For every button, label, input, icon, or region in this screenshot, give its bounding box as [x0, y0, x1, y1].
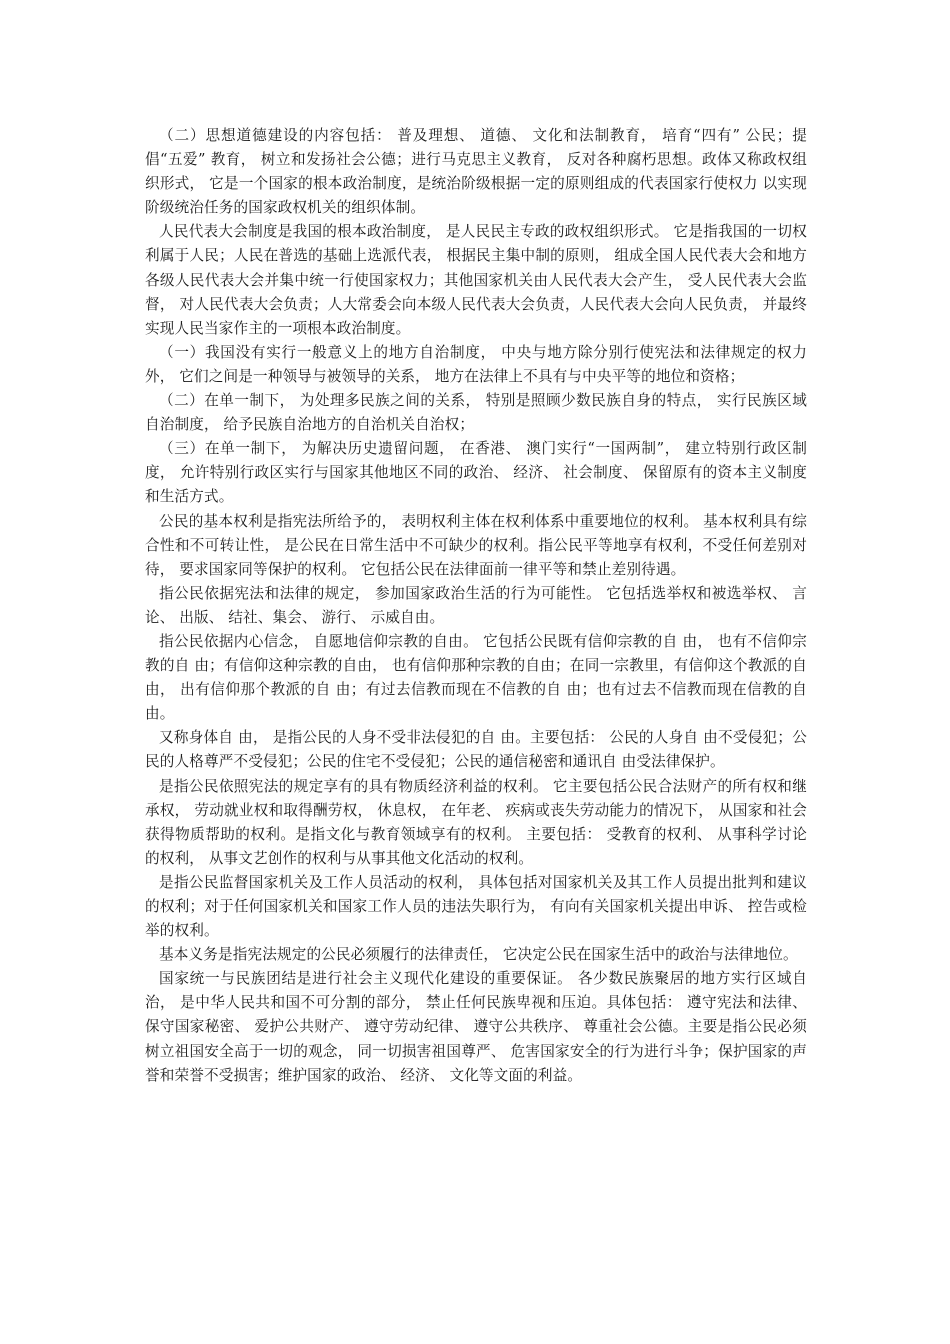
document-body	[145, 124, 807, 1088]
paragraph-local-system-2: （二）在单一制下， 为处理多民族之间的关系， 特别是照顾少数民族自身的特点， 实行民族区域自治制度， 给予民族自治地方的自治机关自治权；	[145, 392, 807, 434]
paragraph-supervision-rights: 是指公民监督国家机关及工作人员活动的权利， 具体包括对国家机关及其工作人员提出批判和建议的权利；对于任何国家机关和国家工作人员的违法失职行为， 有向有关国家机关提出申诉、 控告或检举的权利。	[145, 873, 807, 940]
paragraph-economic-cultural-rights: 是指公民依照宪法的规定享有的具有物质经济利益的权利。 它主要包括公民合法财产的所有权和继承权， 劳动就业权和取得酬劳权， 休息权， 在年老、 疾病或丧失劳动能力的情况下， 从国家和社会获得物质帮助的权利。是指文化与教育领域享有的权利。 主要包括： 受教育的权利、 从事科学讨论的权利， 从事文艺创作的权利与从事其他文化活动的权利。	[145, 777, 807, 867]
paragraph-ideology-education: （二）思想道德建设的内容包括： 普及理想、 道德、 文化和法制教育， 培育“四有” 公民；提倡“五爱” 教育， 树立和发扬社会公德；进行马克思主义教育， 反对各种腐朽思想。政体又称政权组织形式， 它是一个国家的根本政治制度，是统治阶级根据一定的原则组成的代表国家行使权力 以实现阶级统治任务的国家政权机关的组织体制。	[145, 127, 807, 217]
paragraph-personal-freedom: 又称身体自 由， 是指公民的人身不受非法侵犯的自 由。主要包括： 公民的人身自 由不受侵犯；公民的人格尊严不受侵犯；公民的住宅不受侵犯；公民的通信秘密和通讯自 由受法律保护。	[145, 729, 807, 771]
paragraph-local-system-1: （一）我国没有实行一般意义上的地方自治制度， 中央与地方除分别行使宪法和法律规定的权力外， 它们之间是一种领导与被领导的关系， 地方在法律上不具有与中央平等的地位和资格；	[145, 343, 807, 385]
paragraph-political-rights: 指公民依据宪法和法律的规定， 参加国家政治生活的行为可能性。 它包括选举权和被选举权、 言论、 出版、 结社、集会、 游行、 示威自由。	[145, 584, 807, 626]
paragraph-npc-system: 人民代表大会制度是我国的根本政治制度， 是人民民主专政的政权组织形式。 它是指我国的一切权利属于人民；人民在普选的基础上选派代表， 根据民主集中制的原则， 组成全国人民代表大会和地方各级人民代表大会并集中统一行使国家权力；其他国家机关由人民代表大会产生， 受人民代表大会监督， 对人民代表大会负责；人大常委会向本级人民代表大会负责，人民代表大会向人民负责， 并最终实现人民当家作主的一项根本政治制度。	[145, 223, 807, 337]
paragraph-religious-freedom: 指公民依据内心信念， 自愿地信仰宗教的自由。 它包括公民既有信仰宗教的自 由， 也有不信仰宗教的自 由；有信仰这种宗教的自由， 也有信仰那种宗教的自由；在同一宗教里，有信仰这个教派的自 由， 出有信仰那个教派的自 由；有过去信教而现在不信教的自 由；也有过去不信教而现在信教的自由。	[145, 632, 807, 723]
paragraph-national-unity: 国家统一与民族团结是进行社会主义现代化建设的重要保证。 各少数民族聚居的地方实行区域自治， 是中华人民共和国不可分割的部分， 禁止任何民族卑视和压迫。具体包括： 遵守宪法和法律、 保守国家秘密、 爱护公共财产、 遵守劳动纪律、 遵守公共秩序、 尊重社会公德。主要是指公民必须树立祖国安全高于一切的观念， 同一切损害祖国尊严、 危害国家安全的行为进行斗争；保护国家的声誉和荣誉不受损害；维护国家的政治、 经济、 文化等文面的利益。	[145, 970, 807, 1084]
paragraph-basic-rights: 公民的基本权利是指宪法所给予的， 表明权利主体在权利体系中重要地位的权利。 基本权利具有综合性和不可转让性， 是公民在日常生活中不可缺少的权利。指公民平等地享有权利，不受任何差别对待， 要求国家同等保护的权利。 它包括公民在法律面前一律平等和禁止差别待遇。	[145, 512, 807, 578]
paragraph-local-system-3: （三）在单一制下， 为解决历史遗留问题， 在香港、 澳门实行“一国两制”， 建立特别行政区制度， 允许特别行政区实行与国家其他地区不同的政治、 经济、 社会制度、 保留原有的资本主义制度和生活方式。	[145, 440, 807, 506]
paragraph-basic-duties: 基本义务是指宪法规定的公民必须履行的法律责任， 它决定公民在国家生活中的政治与法律地位。	[159, 946, 798, 964]
